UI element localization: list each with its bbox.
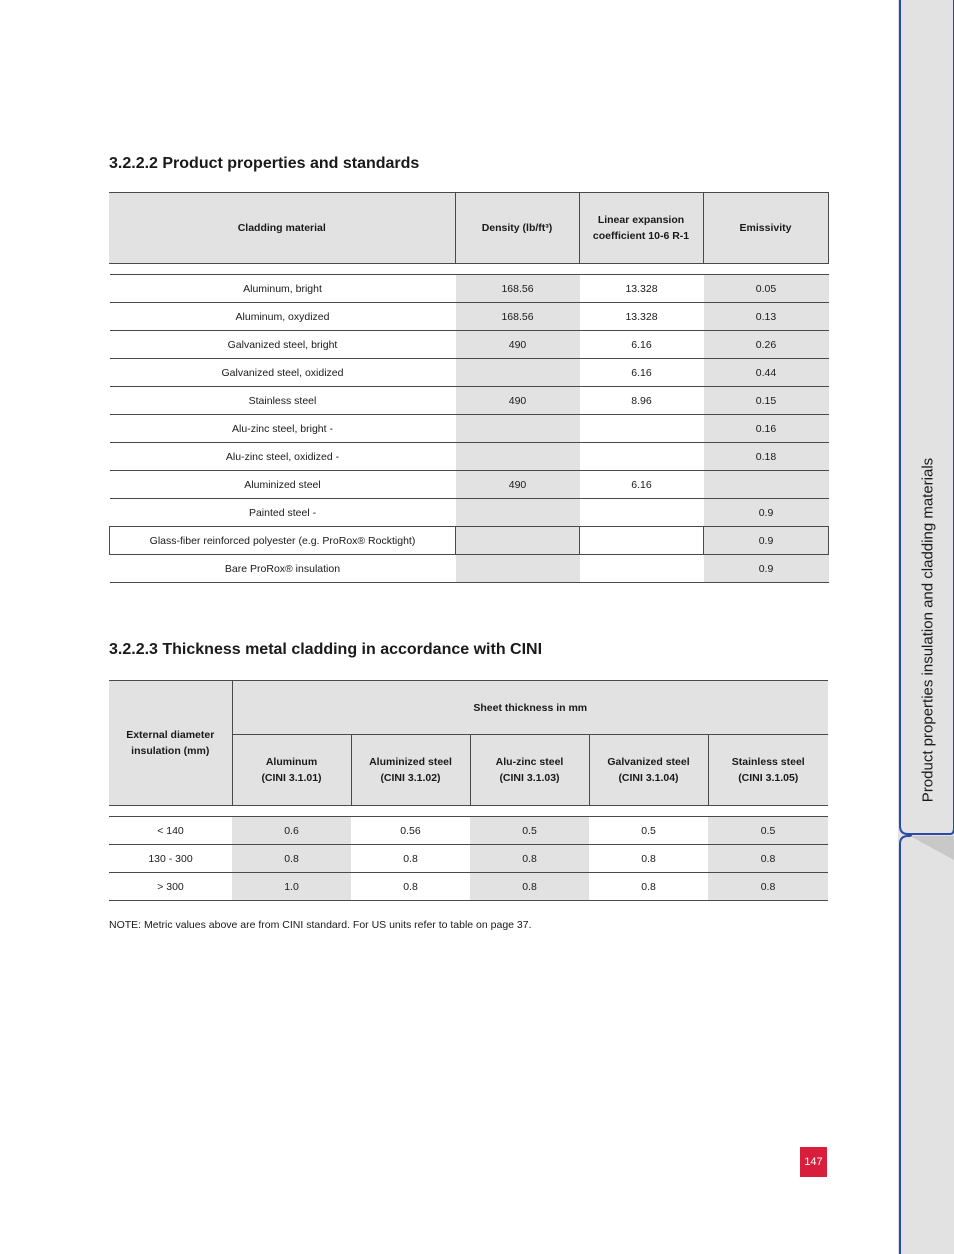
section-heading-cini: 3.2.2.3 Thickness metal cladding in accordance with CINI (109, 641, 543, 658)
table-row (110, 443, 829, 471)
cini-table (109, 816, 828, 901)
section-heading-properties: 3.2.2.2 Product properties and standards (109, 155, 420, 172)
cell-density (456, 527, 580, 555)
table-row (110, 499, 829, 527)
cell-density: 490 (456, 331, 580, 359)
cell-thickness: 0.8 (351, 845, 470, 873)
header-sheet-type: Alu-zinc steel (CINI 3.1.03) (470, 735, 589, 806)
table-row (110, 275, 829, 303)
cell-emissivity (704, 471, 829, 499)
header-external-diameter: External diameter insulation (mm) (109, 681, 232, 806)
cell-density (456, 499, 580, 527)
cell-emissivity: 0.16 (704, 415, 829, 443)
cell-material: Aluminum, bright (110, 275, 456, 303)
cini-header-table (109, 680, 828, 806)
cell-diameter: < 140 (109, 817, 232, 845)
table-row (110, 527, 829, 555)
cell-expansion (580, 415, 704, 443)
table-row (109, 873, 828, 901)
cell-emissivity: 0.15 (704, 387, 829, 415)
cell-thickness: 0.8 (470, 873, 589, 901)
cell-expansion: 13.328 (580, 275, 704, 303)
cell-expansion (580, 555, 704, 583)
cell-material: Aluminized steel (110, 471, 456, 499)
cell-density: 490 (456, 471, 580, 499)
footnote: NOTE: Metric values above are from CINI standard. For US units refer to table on page 37. (109, 919, 532, 931)
cell-material: Aluminum, oxydized (110, 303, 456, 331)
cell-expansion: 13.328 (580, 303, 704, 331)
cell-thickness: 0.6 (232, 817, 351, 845)
cell-emissivity: 0.13 (704, 303, 829, 331)
cell-emissivity: 0.18 (704, 443, 829, 471)
cell-expansion: 6.16 (580, 331, 704, 359)
cell-material: Galvanized steel, bright (110, 331, 456, 359)
side-tab-title: Product properties insulation and cladding materials (919, 457, 937, 803)
cell-expansion (580, 527, 704, 555)
cell-emissivity: 0.9 (704, 527, 829, 555)
table-row (110, 303, 829, 331)
cell-density: 168.56 (456, 303, 580, 331)
header-sheet-type: Aluminized steel (CINI 3.1.02) (351, 735, 470, 806)
cell-emissivity: 0.44 (704, 359, 829, 387)
table-row (109, 817, 828, 845)
table-row (110, 555, 829, 583)
cell-thickness: 0.5 (470, 817, 589, 845)
cell-diameter: 130 - 300 (109, 845, 232, 873)
cell-material: Alu-zinc steel, oxidized - (110, 443, 456, 471)
cell-expansion (580, 499, 704, 527)
cell-density (456, 555, 580, 583)
properties-table (109, 274, 829, 583)
cell-emissivity: 0.9 (704, 555, 829, 583)
cell-material: Bare ProRox® insulation (110, 555, 456, 583)
cell-emissivity: 0.26 (704, 331, 829, 359)
table-row (110, 387, 829, 415)
cell-expansion: 8.96 (580, 387, 704, 415)
cell-material: Painted steel - (110, 499, 456, 527)
cell-thickness: 0.8 (232, 845, 351, 873)
cell-expansion: 6.16 (580, 471, 704, 499)
cell-diameter: > 300 (109, 873, 232, 901)
header-sheet-type: Stainless steel (CINI 3.1.05) (708, 735, 828, 806)
table-row (110, 331, 829, 359)
header-emissivity: Emissivity (703, 193, 828, 264)
page-number: 147 (800, 1147, 827, 1177)
cell-emissivity: 0.9 (704, 499, 829, 527)
cell-thickness: 0.8 (351, 873, 470, 901)
cell-expansion: 6.16 (580, 359, 704, 387)
cell-density (456, 415, 580, 443)
cell-density: 168.56 (456, 275, 580, 303)
cell-density (456, 359, 580, 387)
header-linear-expansion: Linear expansion coefficient 10-6 R-1 (579, 193, 703, 264)
table-row (109, 845, 828, 873)
cell-thickness: 0.8 (708, 845, 828, 873)
cell-material: Galvanized steel, oxidized (110, 359, 456, 387)
table-row (110, 359, 829, 387)
cell-material: Stainless steel (110, 387, 456, 415)
cell-thickness: 0.5 (708, 817, 828, 845)
cell-thickness: 0.56 (351, 817, 470, 845)
cell-density (456, 443, 580, 471)
cell-thickness: 0.8 (470, 845, 589, 873)
header-cladding-material: Cladding material (109, 193, 455, 264)
header-sheet-thickness: Sheet thickness in mm (232, 681, 828, 735)
cell-material: Alu-zinc steel, bright - (110, 415, 456, 443)
header-sheet-type: Aluminum (CINI 3.1.01) (232, 735, 351, 806)
properties-header-table (109, 192, 829, 264)
header-sheet-type: Galvanized steel (CINI 3.1.04) (589, 735, 708, 806)
cell-emissivity: 0.05 (704, 275, 829, 303)
table-row (110, 471, 829, 499)
cell-thickness: 0.8 (589, 845, 708, 873)
cell-thickness: 0.8 (589, 873, 708, 901)
cell-density: 490 (456, 387, 580, 415)
cell-thickness: 0.5 (589, 817, 708, 845)
table-row (110, 415, 829, 443)
cell-thickness: 0.8 (708, 873, 828, 901)
cell-material: Glass-fiber reinforced polyester (e.g. ProRox® Rocktight) (110, 527, 456, 555)
cell-thickness: 1.0 (232, 873, 351, 901)
header-density: Density (lb/ft³) (455, 193, 579, 264)
cell-expansion (580, 443, 704, 471)
